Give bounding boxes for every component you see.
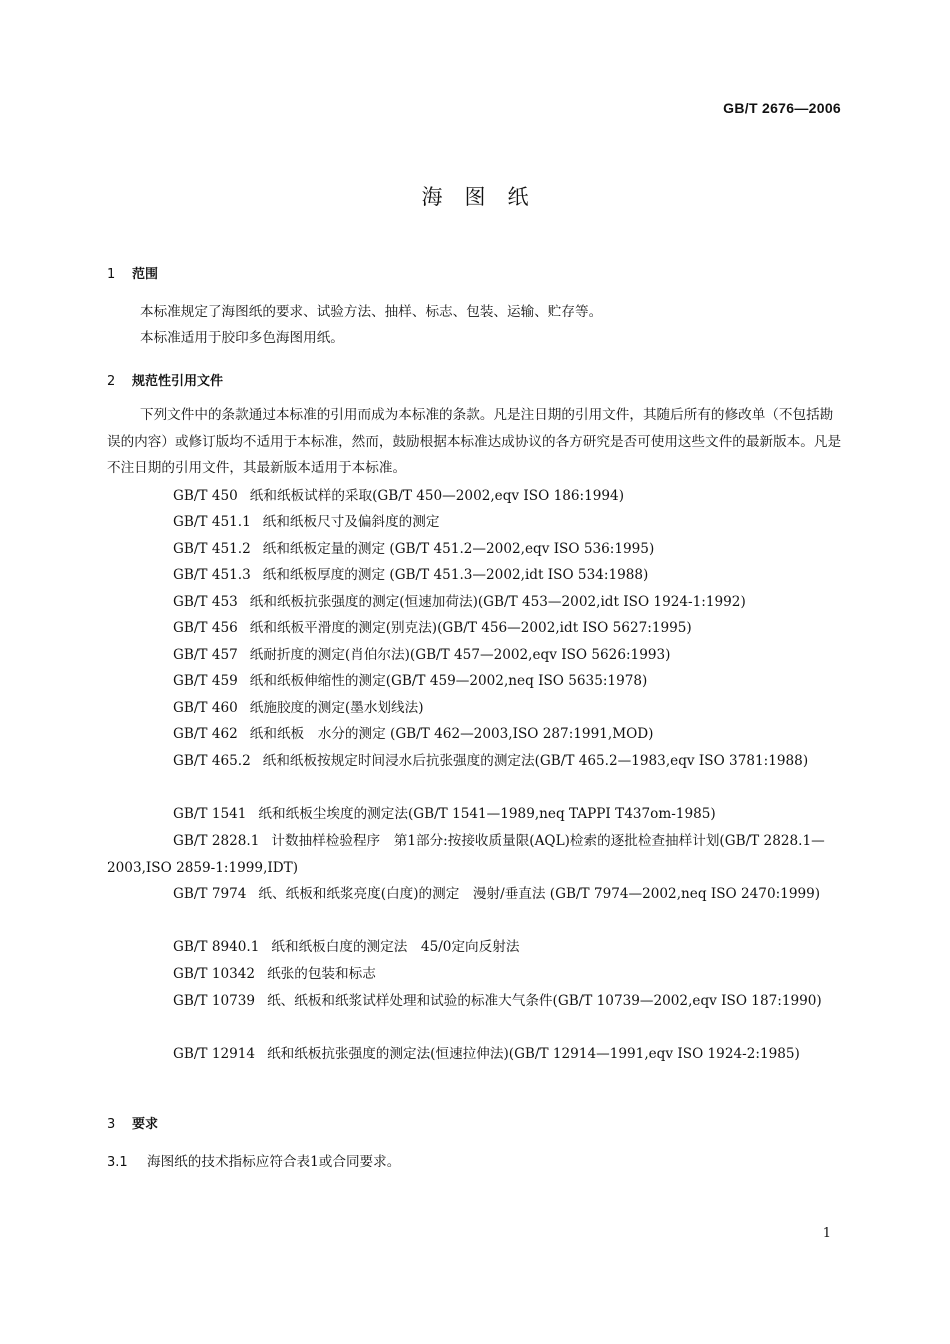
reference-title: 纸和纸板抗张强度的测定法(恒速拉伸法)(GB/T 12914—1991,eqv ISO 1924-2:1985) [267,1046,800,1062]
reference-item [107,721,842,748]
section-3-title: 要求 [132,1117,159,1132]
section-1-paragraph: 本标准规定了海图纸的要求、试验方法、抽样、标志、包装、运输、贮存等。 [140,304,603,320]
reference-title: 纸和纸板按规定时间浸水后抗张强度的测定法(GB/T 465.2—1983,eqv ISO 3781:1988) [262,753,809,769]
reference-title: 纸和纸板伸缩性的测定(GB/T 459—2002,neq ISO 5635:1978) [249,673,648,689]
reference-title: 纸和纸板 水分的测定 (GB/T 462—2003,ISO 287:1991,MOD) [249,726,654,742]
reference-code: GB/T 451.2 [173,541,251,557]
reference-title: 纸和纸板白度的测定法 45/0定向反射法 [271,939,520,955]
reference-item [107,536,842,563]
reference-item [107,668,842,695]
section-1-heading [107,263,158,282]
reference-code: GB/T 462 [173,726,238,742]
reference-code: GB/T 460 [173,700,238,716]
section-2-intro: 下列文件中的条款通过本标准的引用而成为本标准的条款。凡是注日期的引用文件，其随后所有的修改单（不包括勘误的内容）或修订版均不适用于本标准，然而，鼓励根据本标准达成协议的各方研究是否可使用这些文件的最新版本。凡是不注日期的引用文件，其最新版本适用于本标准。 [107,407,842,476]
reference-title: 纸施胶度的测定(墨水划线法) [249,700,424,716]
page-number: 1 [822,1226,831,1241]
reference-title: 纸和纸板抗张强度的测定(恒速加荷法)(GB/T 453—2002,idt ISO 1924-1:1992) [249,594,746,610]
reference-title: 纸和纸板厚度的测定 (GB/T 451.3—2002,idt ISO 534:1988) [262,567,649,583]
clause-3-1-number: 3.1 [107,1155,128,1170]
reference-item [107,483,842,510]
reference-item [107,1041,842,1068]
clause-3-1 [107,1149,842,1177]
reference-title: 纸张的包装和标志 [267,966,376,982]
reference-item [107,509,842,536]
reference-code: GB/T 451.3 [173,567,251,583]
reference-title: 纸耐折度的测定(肖伯尔法)(GB/T 457—2002,eqv ISO 5626:1993) [249,647,671,663]
reference-title: 计数抽样检验程序 第1部分:按接收质量限(AQL)检索的逐批检查抽样计划(GB/T 2828.1—2003,ISO 2859-1:1999,IDT) [107,833,825,876]
reference-code: GB/T 459 [173,673,238,689]
reference-code: GB/T 10739 [173,993,256,1009]
standard-number: GB/T 2676—2006 [723,100,841,116]
reference-item [107,748,842,775]
clause-3-1-text: 海图纸的技术指标应符合表1或合同要求。 [147,1154,401,1170]
reference-code: GB/T 450 [173,488,238,504]
document-title: 海图纸 [421,185,551,209]
reference-item [107,562,842,589]
reference-item [107,801,842,828]
section-1-paragraph: 本标准适用于胶印多色海图用纸。 [140,330,344,346]
reference-item [107,961,842,988]
reference-item [107,881,842,908]
section-1-number: 1 [107,267,116,282]
reference-code: GB/T 8940.1 [173,939,260,955]
reference-title: 纸、纸板和纸浆试样处理和试验的标准大气条件(GB/T 10739—2002,eqv ISO 187:1990) [267,993,822,1009]
reference-item [107,642,842,669]
reference-title: 纸和纸板尺寸及偏斜度的测定 [262,514,440,530]
reference-code: GB/T 12914 [173,1046,256,1062]
reference-code: GB/T 465.2 [173,753,251,769]
section-2-title: 规范性引用文件 [132,374,224,389]
section-2-number: 2 [107,374,116,389]
section-3-heading [107,1113,158,1132]
section-1-title: 范围 [132,267,159,282]
reference-code: GB/T 456 [173,620,238,636]
reference-item [107,589,842,616]
reference-title: 纸和纸板尘埃度的测定法(GB/T 1541—1989,neq TAPPI T437om-1985) [258,806,716,822]
reference-code: GB/T 7974 [173,886,247,902]
section-3-number: 3 [107,1117,116,1132]
section-2-heading [107,370,223,389]
reference-title: 纸和纸板试样的采取(GB/T 450—2002,eqv ISO 186:1994) [249,488,625,504]
reference-code: GB/T 451.1 [173,514,251,530]
reference-title: 纸、纸板和纸浆亮度(白度)的测定 漫射/垂直法 (GB/T 7974—2002,neq ISO 2470:1999) [258,886,821,902]
reference-item [107,828,842,881]
reference-item [107,988,842,1015]
reference-code: GB/T 2828.1 [173,833,260,849]
reference-item [107,695,842,722]
reference-code: GB/T 453 [173,594,238,610]
reference-item [107,934,842,961]
reference-code: GB/T 1541 [173,806,247,822]
reference-code: GB/T 10342 [173,966,256,982]
reference-code: GB/T 457 [173,647,238,663]
reference-title: 纸和纸板定量的测定 (GB/T 451.2—2002,eqv ISO 536:1995) [262,541,655,557]
reference-title: 纸和纸板平滑度的测定(别克法)(GB/T 456—2002,idt ISO 5627:1995) [249,620,692,636]
reference-item [107,615,842,642]
